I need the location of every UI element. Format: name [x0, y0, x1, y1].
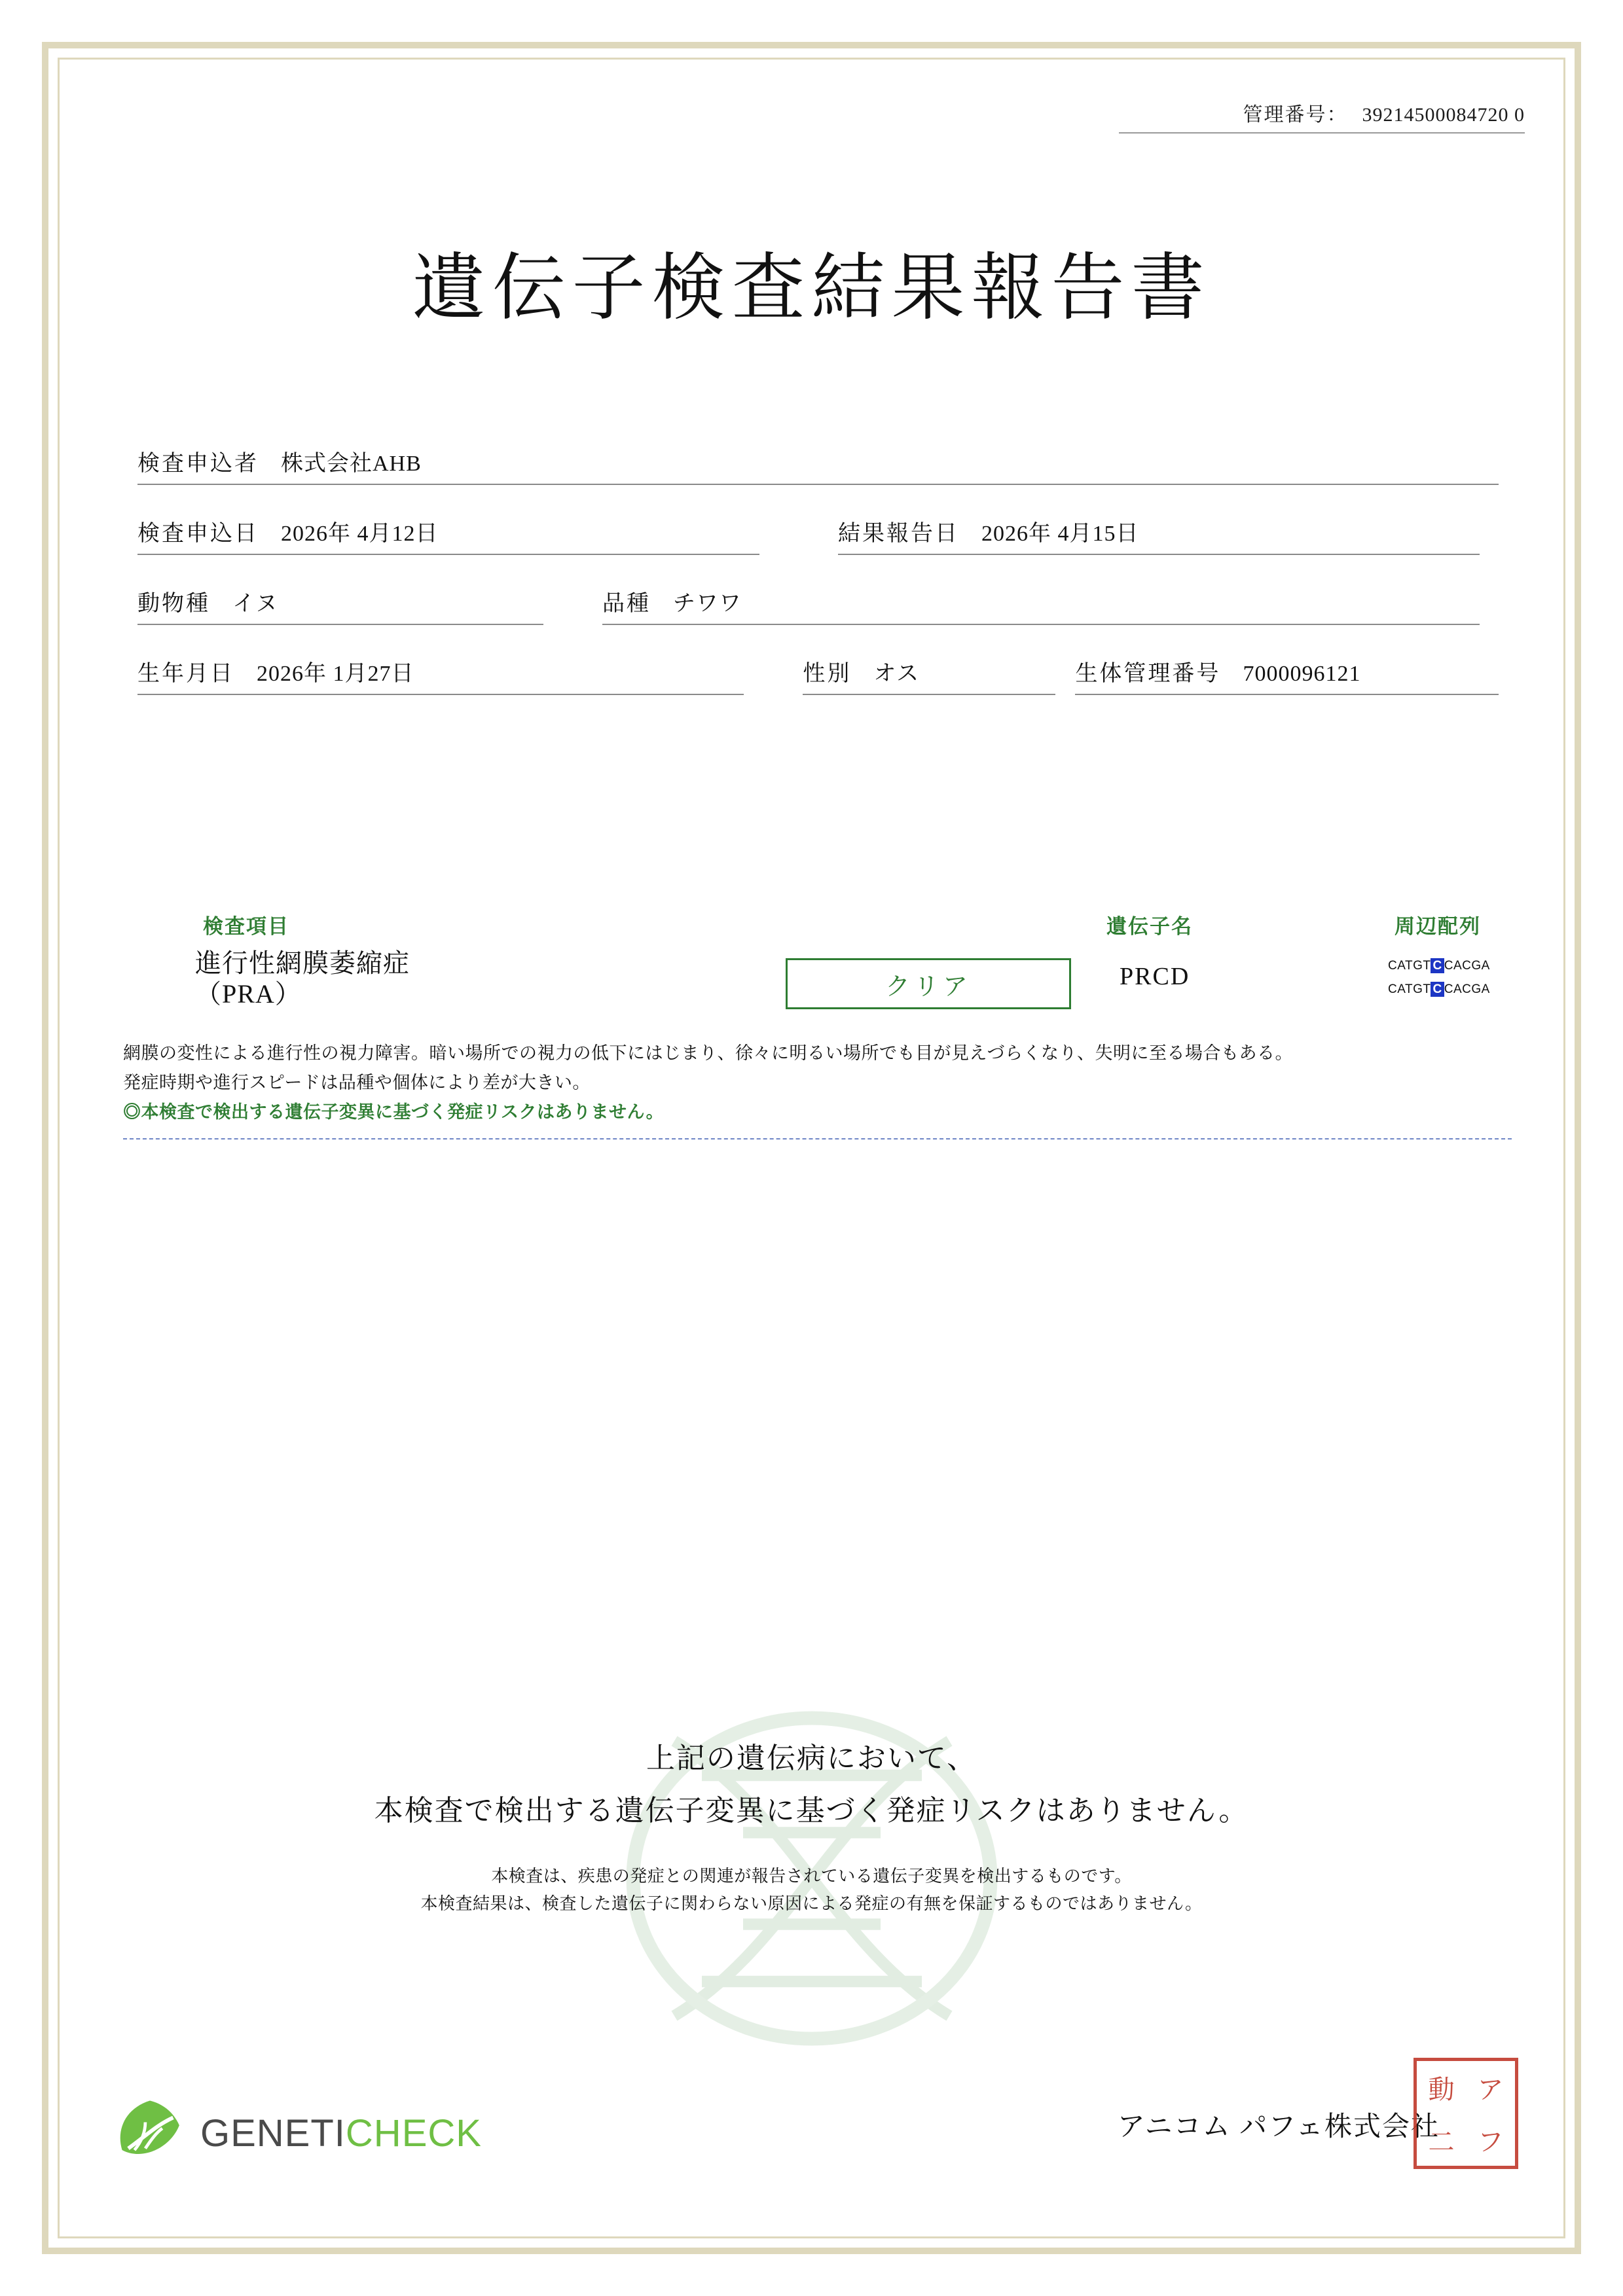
- info-row-individual: [137, 655, 1499, 695]
- field-species-value: イヌ: [232, 592, 278, 616]
- field-breed-label: 品種: [602, 592, 651, 616]
- sequence-line-2: [1388, 978, 1490, 1001]
- field-species: [137, 585, 543, 625]
- field-applicant-value: 株式会社AHB: [281, 452, 422, 476]
- sequence-2-suffix: CACGA: [1444, 982, 1490, 997]
- seal-char-2: ア: [1477, 2074, 1504, 2104]
- report-footer: [98, 2054, 1525, 2178]
- result-row: [111, 948, 1512, 1026]
- field-sex: [803, 655, 1055, 695]
- gene-name: PRCD: [1120, 963, 1190, 990]
- status-badge: [786, 958, 1071, 1009]
- field-apply-date: [137, 515, 759, 555]
- logo-wordmark-part2: CHECK: [345, 2111, 482, 2155]
- field-report-date-label: 結果報告日: [838, 522, 959, 546]
- disease-name-line2: （PRA）: [195, 979, 302, 1009]
- field-birthdate: [137, 655, 744, 695]
- summary-note-1: 本検査は、疾患の発症との関連が報告されている遺伝子変異を検出するものです。: [491, 1867, 1132, 1886]
- field-report-date-value: 2026年 4月15日: [981, 522, 1139, 546]
- logo-wordmark-part1: GENETI: [200, 2111, 346, 2155]
- summary-line-2: 本検査で検出する遺伝子変異に基づく発症リスクはありません。: [374, 1795, 1249, 1827]
- field-applicant-label: 検査申込者: [137, 452, 259, 476]
- geneticheck-logo: [111, 2094, 482, 2172]
- sequence-2-prefix: CATGT: [1388, 982, 1431, 997]
- control-number-value: 39214500084720 0: [1362, 104, 1525, 126]
- sequence-1-prefix: CATGT: [1388, 959, 1431, 973]
- info-row-applicant: [137, 445, 1499, 485]
- sequence-1-suffix: CACGA: [1444, 959, 1490, 973]
- section-divider: [123, 1138, 1512, 1139]
- column-header-gene: 遺伝子名: [1106, 915, 1193, 938]
- sequence-line-1: [1388, 954, 1490, 978]
- field-apply-date-label: 検査申込日: [137, 522, 259, 546]
- control-number-label: 管理番号：: [1243, 104, 1348, 126]
- description-line-2: 発症時期や進行スピードは品種や個体により差が大きい。: [123, 1073, 591, 1093]
- info-row-dates: [137, 515, 1499, 555]
- control-number-row: [1119, 98, 1525, 134]
- description-line-1: 網膜の変性による進行性の視力障害。暗い場所での視力の低下にはじまり、徐々に明るい場所でも目が見えづらくなり、失明に至る場合もある。: [123, 1043, 1293, 1063]
- field-applicant: [137, 445, 1499, 485]
- sequence-1-highlight: C: [1431, 958, 1444, 973]
- column-header-sequence: 周辺配列: [1395, 915, 1481, 938]
- leaf-dna-icon: [111, 2094, 189, 2172]
- seal-char-3: 二: [1428, 2126, 1455, 2157]
- field-apply-date-value: 2026年 4月12日: [281, 522, 439, 546]
- sequence-block: [1388, 954, 1490, 1001]
- page-title: 遺伝子検査結果報告書: [412, 248, 1211, 329]
- company-name: アニコム パフェ株式会社: [1117, 2112, 1440, 2142]
- field-sex-value: オス: [873, 662, 920, 686]
- result-column-headers: [111, 910, 1512, 939]
- field-species-label: 動物種: [137, 592, 210, 616]
- field-breed-value: チワワ: [673, 592, 742, 616]
- summary-notes: [98, 1863, 1525, 1917]
- column-header-item: 検査項目: [203, 915, 289, 938]
- disease-name-line1: 進行性網膜萎縮症: [195, 948, 410, 978]
- field-animal-id: [1075, 655, 1499, 695]
- logo-wordmark: [200, 2111, 482, 2155]
- summary-block: [98, 1734, 1525, 1917]
- test-result-section: [111, 910, 1512, 1139]
- field-birthdate-value: 2026年 1月27日: [257, 662, 414, 686]
- field-breed: [602, 585, 1480, 625]
- disease-name: [195, 948, 410, 1009]
- company-seal: [1413, 2058, 1518, 2169]
- disease-description: [111, 1041, 1512, 1125]
- field-sex-label: 性別: [803, 662, 852, 686]
- field-birthdate-label: 生年月日: [137, 662, 234, 686]
- field-animal-id-value: 7000096121: [1243, 662, 1361, 686]
- field-animal-id-label: 生体管理番号: [1075, 662, 1221, 686]
- field-report-date: [838, 515, 1480, 555]
- summary-note-2: 本検査結果は、検査した遺伝子に関わらない原因による発症の有無を保証するものではありません。: [420, 1893, 1203, 1913]
- status-badge-label: クリア: [884, 973, 972, 1001]
- info-row-species: [137, 585, 1499, 625]
- seal-char-1: 動: [1428, 2074, 1455, 2104]
- summary-line-1: 上記の遺伝病において、: [646, 1742, 977, 1774]
- applicant-info-block: [137, 445, 1499, 725]
- risk-statement: ◎本検査で検出する遺伝子変異に基づく発症リスクはありません。: [123, 1102, 665, 1122]
- sequence-2-highlight: C: [1431, 982, 1444, 997]
- seal-char-4: フ: [1477, 2126, 1504, 2157]
- report-content: [98, 79, 1525, 2217]
